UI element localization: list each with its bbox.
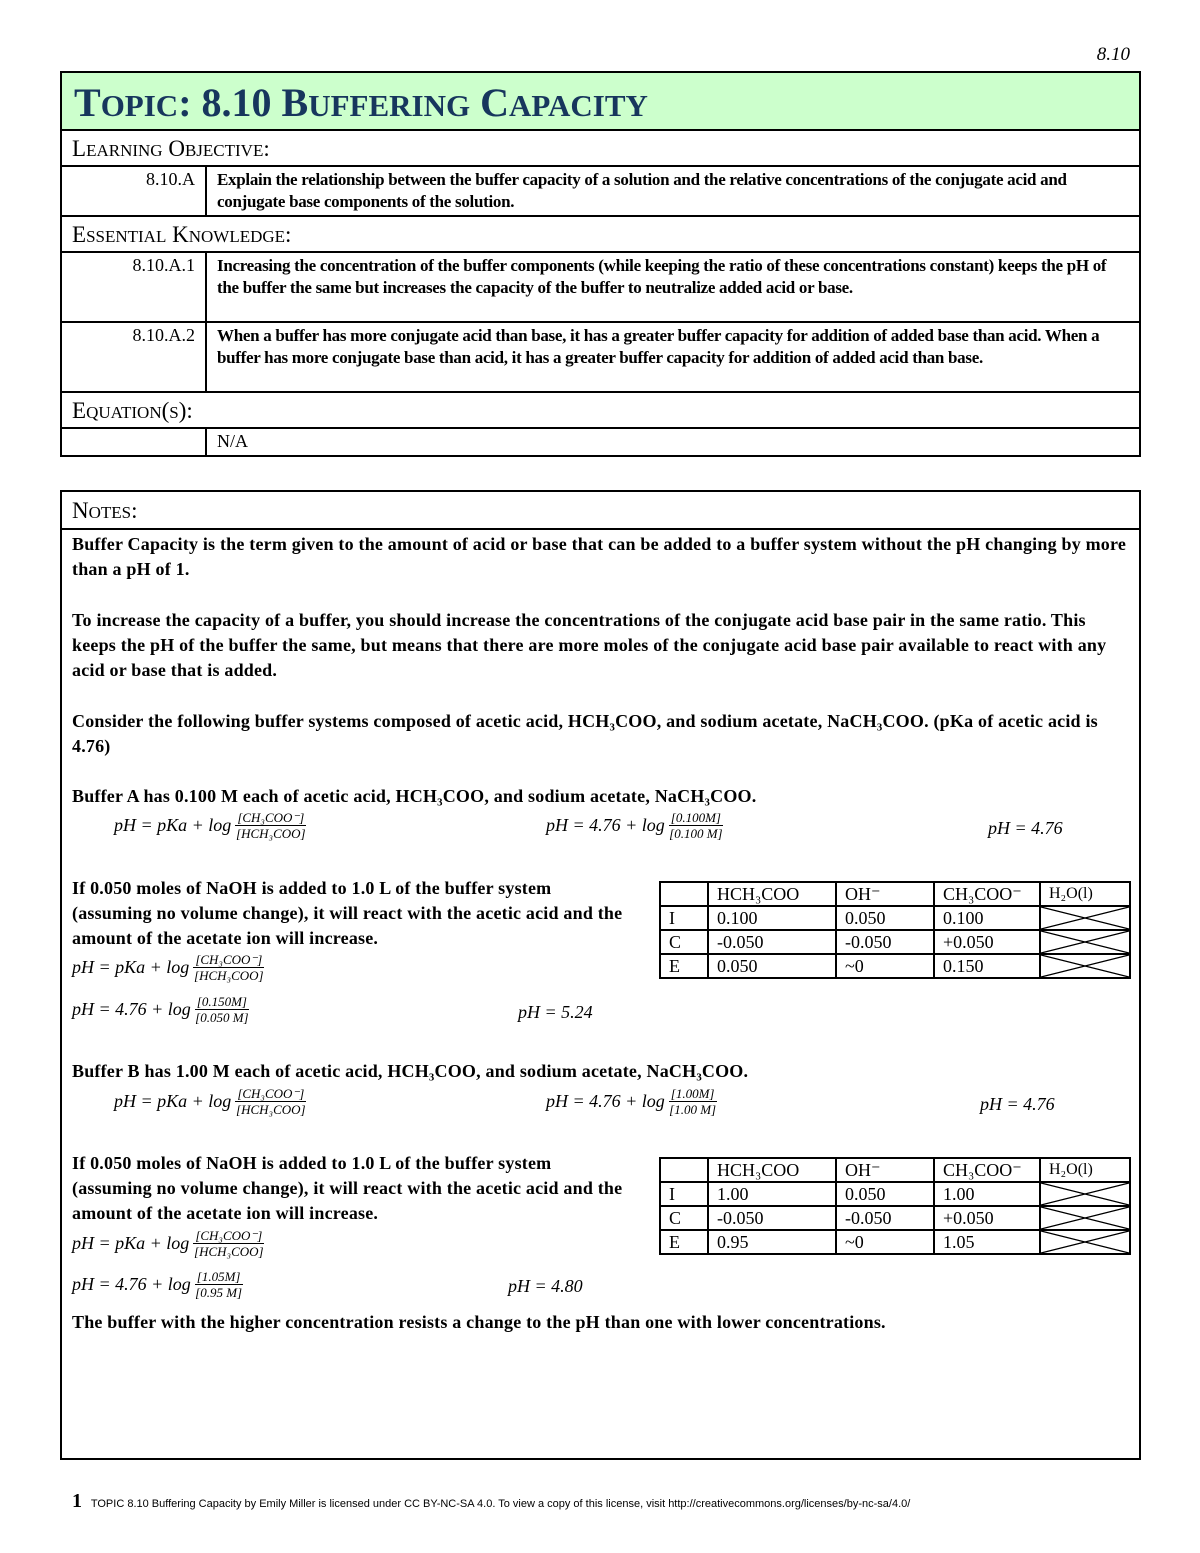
ice-cell: C (660, 930, 708, 954)
ice-cell: ~0 (836, 1230, 934, 1254)
ph-result: pH = 4.80 (508, 1276, 583, 1296)
ice-header-cell: HCH₃COO (708, 882, 836, 906)
ice-cell: 1.00 (934, 1182, 1040, 1206)
ice-cell: +0.050 (934, 1206, 1040, 1230)
ph-result: pH = 4.76 (988, 818, 1063, 838)
ice-header-cell: CH₃COO⁻ (934, 882, 1040, 906)
ice-cell: I (660, 1182, 708, 1206)
fraction: $\frac{\text{[CH₃COO⁻]}}{\text{[HCH₃COO]}}$ (236, 1086, 306, 1117)
license-text: TOPIC 8.10 Buffering Capacity by Emily Miller is licensed under CC BY-NC-SA 4.0. To view a copy of this license, visit http://creativecommons.org/licenses/by-nc-sa/4.0/ (90, 1498, 911, 1510)
ice-cell: -0.050 (836, 930, 934, 954)
buffer-b-heading: Buffer B has 1.00 M each of acetic acid, HCH₃COO, and sodium acetate, NaCH₃COO. (72, 1061, 749, 1081)
naoh-paragraph: If 0.050 moles of NaOH is added to 1.0 L of the buffer system (assuming no volume change), it will react with the acetic acid and the amount of the acetate ion will increase. (72, 1153, 623, 1223)
ek-text: When a buffer has more conjugate acid than base, it has a greater buffer capacity for addition of added base than acid. When a buffer has more conjugate base than acid, it has a greater buffer capacity for addition of added acid than base. (206, 322, 1140, 392)
lo-code: 8.10.A (61, 166, 206, 216)
notes-paragraph: Consider the following buffer systems composed of acetic acid, HCH₃COO, and sodium acetate, NaCH₃COO. (pKa of acetic acid is 4.76) (72, 711, 1098, 756)
ice-cell: 0.100 (708, 906, 836, 930)
fraction: $\frac{\text{[CH₃COO⁻]}}{\text{[HCH₃COO]}}$ (194, 952, 264, 983)
ice-cell: -0.050 (708, 930, 836, 954)
ice-header-cell (660, 1158, 708, 1182)
ice-cell: 1.00 (708, 1182, 836, 1206)
crossed-cell (1040, 1230, 1130, 1254)
ice-cell: 0.100 (934, 906, 1040, 930)
crossed-cell (1040, 954, 1130, 978)
fraction: $\frac{[1.05M]}{[0.95 M]}$ (195, 1269, 243, 1300)
substituted-equation: pH = 4.76 + log $\frac{[1.05M]}{[0.95 M]}$ (72, 1269, 243, 1300)
ice-header-cell: CH₃COO⁻ (934, 1158, 1040, 1182)
hh-equation: pH = pKa + log $\frac{\text{[CH₃COO⁻]}}{\text{[HCH₃COO]}}$ (72, 1228, 264, 1259)
notes-box (60, 490, 1141, 1460)
fraction: $\frac{\text{[CH₃COO⁻]}}{\text{[HCH₃COO]}}$ (236, 810, 306, 841)
notes-paragraph: Buffer Capacity is the term given to the amount of acid or base that can be added to a buffer system without the pH changing by more than a pH of 1. (72, 534, 1127, 579)
fraction: $\frac{\text{[CH₃COO⁻]}}{\text{[HCH₃COO]}}$ (194, 1228, 264, 1259)
ice-cell: -0.050 (836, 1206, 934, 1230)
ph-result: pH = 4.76 (980, 1094, 1055, 1114)
substituted-equation: pH = 4.76 + log $\frac{[1.00M]}{[1.00 M]}$ (546, 1086, 717, 1117)
buffer-a-heading: Buffer A has 0.100 M each of acetic acid, HCH₃COO, and sodium acetate, NaCH₃COO. (72, 786, 757, 806)
ice-cell: 0.050 (836, 1182, 934, 1206)
footer (72, 1490, 910, 1513)
equation-code-cell (61, 428, 206, 456)
lo-text: Explain the relationship between the buffer capacity of a solution and the relative concentrations of the conjugate acid and conjugate base components of the solution. (206, 166, 1140, 216)
hh-equation: pH = pKa + log $\frac{\text{[CH₃COO⁻]}}{\text{[HCH₃COO]}}$ (114, 1086, 306, 1117)
topic-title: TOPIC: 8.10 BUFFERING CAPACITY (61, 72, 1140, 130)
ice-row (660, 1230, 1130, 1254)
ice-header-cell: H₂O(l) (1040, 1158, 1130, 1182)
ice-cell: 0.050 (708, 954, 836, 978)
conclusion-text: The buffer with the higher concentration resists a change to the pH than one with lower concentrations. (72, 1312, 886, 1332)
ice-cell: 1.05 (934, 1230, 1040, 1254)
ek-code: 8.10.A.2 (61, 322, 206, 392)
ice-cell: 0.95 (708, 1230, 836, 1254)
ice-cell: +0.050 (934, 930, 1040, 954)
ek-text: Increasing the concentration of the buffer components (while keeping the ratio of these concentrations constant) keeps the pH of the buffer the same but increases the capacity of the buffer to neutralize added acid or base. (206, 252, 1140, 322)
ek-code: 8.10.A.1 (61, 252, 206, 322)
crossed-cell (1040, 930, 1130, 954)
notes-paragraph: To increase the capacity of a buffer, you should increase the concentrations of the conjugate acid base pair in the same ratio. This keeps the pH of the buffer the same, but means that there are more moles of the conjugate acid base pair available to react with any acid or base that is added. (72, 610, 1107, 680)
hh-equation: pH = pKa + log $\frac{\text{[CH₃COO⁻]}}{\text{[HCH₃COO]}}$ (114, 810, 306, 841)
ice-cell: I (660, 906, 708, 930)
ph-result: pH = 5.24 (518, 1002, 593, 1022)
ice-header-cell (660, 882, 708, 906)
ice-header-cell: H₂O(l) (1040, 882, 1130, 906)
equation-value: N/A (206, 428, 1140, 456)
fraction: $\frac{[1.00M]}{[1.00 M]}$ (669, 1086, 717, 1117)
ice-cell: E (660, 1230, 708, 1254)
ice-cell: E (660, 954, 708, 978)
equations-heading: EQUATION(S): (61, 392, 1140, 428)
ice-header-cell: HCH₃COO (708, 1158, 836, 1182)
ice-row (660, 930, 1130, 954)
crossed-cell (1040, 906, 1130, 930)
ice-table-b (659, 1157, 1131, 1255)
ice-row (660, 1182, 1130, 1206)
ice-header-row (660, 882, 1130, 906)
ice-header-row (660, 1158, 1130, 1182)
footnote-number: 1 (72, 1490, 82, 1512)
substituted-equation: pH = 4.76 + log $\frac{[0.150M]}{[0.050 M]}$ (72, 994, 249, 1025)
fraction: $\frac{[0.100M]}{[0.100 M]}$ (669, 810, 723, 841)
ice-cell: -0.050 (708, 1206, 836, 1230)
ice-cell: 0.150 (934, 954, 1040, 978)
page-number: 8.10 (1096, 44, 1130, 65)
ice-cell: ~0 (836, 954, 934, 978)
ice-header-cell: OH⁻ (836, 1158, 934, 1182)
essential-knowledge-heading: ESSENTIAL KNOWLEDGE: (61, 216, 1140, 252)
substituted-equation: pH = 4.76 + log $\frac{[0.100M]}{[0.100 M]}$ (546, 810, 723, 841)
learning-objective-heading: LEARNING OBJECTIVE: (61, 130, 1140, 166)
fraction: $\frac{[0.150M]}{[0.050 M]}$ (195, 994, 249, 1025)
notes-heading: NOTES: (62, 492, 1139, 530)
hh-equation: pH = pKa + log $\frac{\text{[CH₃COO⁻]}}{\text{[HCH₃COO]}}$ (72, 952, 264, 983)
crossed-cell (1040, 1206, 1130, 1230)
crossed-cell (1040, 1182, 1130, 1206)
ice-row (660, 906, 1130, 930)
ice-header-cell: OH⁻ (836, 882, 934, 906)
ice-row (660, 954, 1130, 978)
ice-table-a (659, 881, 1131, 979)
ice-cell: C (660, 1206, 708, 1230)
topic-table (60, 71, 1141, 457)
naoh-paragraph: If 0.050 moles of NaOH is added to 1.0 L of the buffer system (assuming no volume change), it will react with the acetic acid and the amount of the acetate ion will increase. (72, 878, 623, 948)
ice-cell: 0.050 (836, 906, 934, 930)
ice-row (660, 1206, 1130, 1230)
